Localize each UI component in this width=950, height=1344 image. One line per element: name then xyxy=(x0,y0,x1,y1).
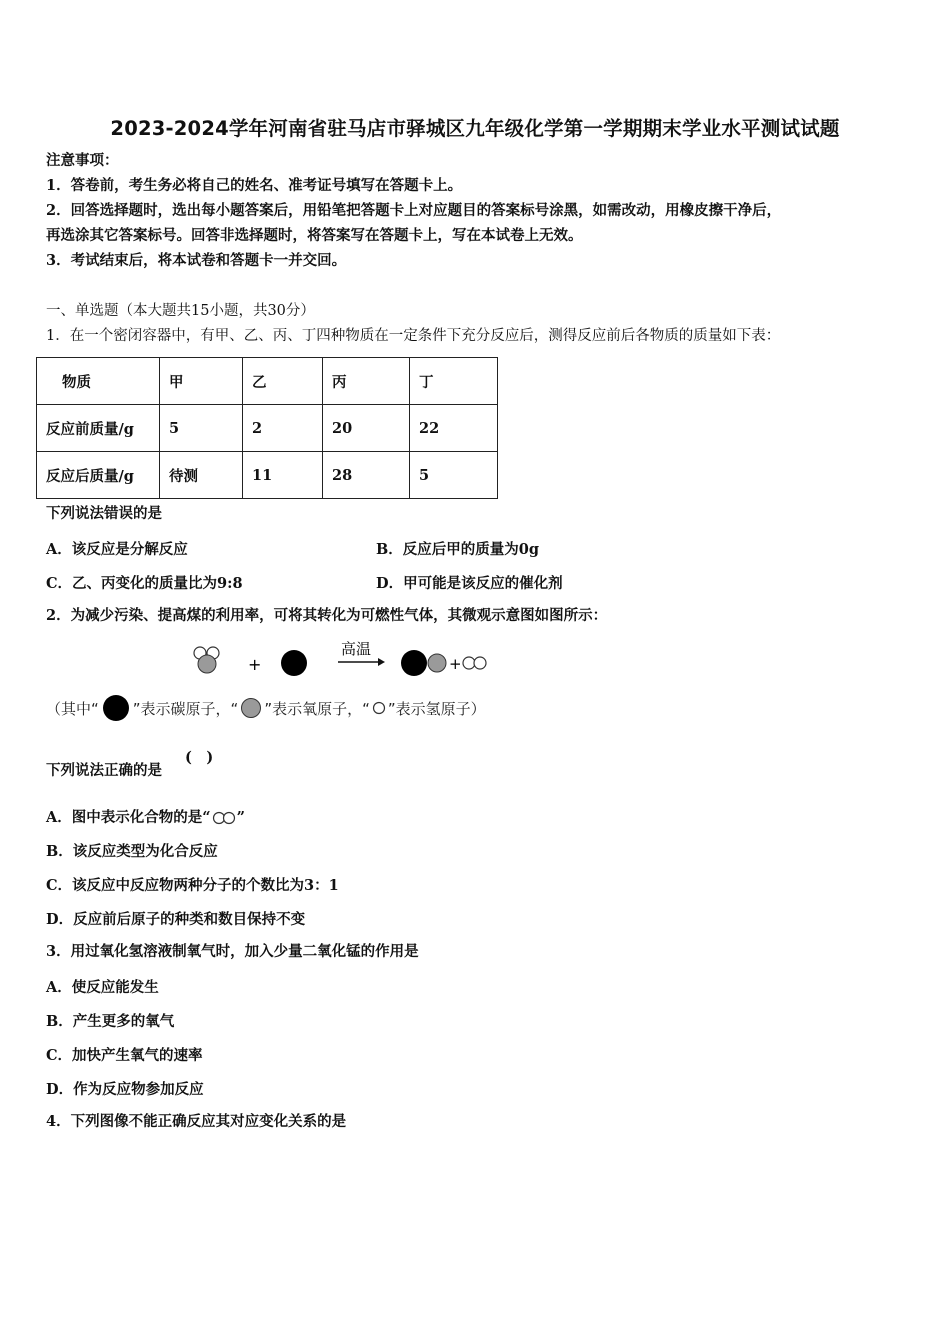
table-cell: 5 xyxy=(160,405,243,452)
answer-paren: ( ) xyxy=(185,749,214,766)
section-heading: 一、单选题（本大题共15小题，共30分） xyxy=(46,303,315,319)
table-row xyxy=(37,452,498,499)
q1-stem: 1．在一个密闭容器中，有甲、乙、丙、丁四种物质在一定条件下充分反应后，测得反应前后各物质的质量如下表： xyxy=(46,328,781,344)
q3-option-c[interactable]: C．加快产生氧气的速率 xyxy=(46,1047,203,1064)
table-row xyxy=(37,405,498,452)
notice-item-1: 1．答卷前，考生务必将自己的姓名、准考证号填写在答题卡上。 xyxy=(46,177,463,194)
q3-option-a[interactable]: A．使反应能发生 xyxy=(46,979,159,996)
q1-option-a[interactable]: A．该反应是分解反应 xyxy=(46,541,188,558)
carbon-monoxide-molecule-icon xyxy=(401,650,446,676)
q3-option-d[interactable]: D．作为反应物参加反应 xyxy=(46,1081,204,1098)
table-header-cell: 乙 xyxy=(243,358,323,405)
table-cell: 2 xyxy=(243,405,323,452)
q3-stem: 3．用过氧化氢溶液制氧气时，加入少量二氧化锰的作用是 xyxy=(46,943,419,960)
legend-carbon-icon xyxy=(101,693,131,723)
legend-hydrogen-text: ”表示氢原子） xyxy=(387,699,486,718)
legend-carbon-text: ”表示碳原子，“ xyxy=(132,699,239,718)
arrow-icon xyxy=(338,658,385,666)
legend-oxygen-text: ”表示氧原子，“ xyxy=(264,699,370,718)
q2-option-c[interactable]: C．该反应中反应物两种分子的个数比为3：1 xyxy=(46,877,339,894)
plus-sign-1: + xyxy=(248,655,262,674)
table-cell: 待测 xyxy=(160,452,243,499)
table-cell: 20 xyxy=(323,405,410,452)
table-cell: 11 xyxy=(243,452,323,499)
notice-item-2: 2．回答选择题时，选出每小题答案后，用铅笔把答题卡上对应题目的答案标号涂黑，如需改动，用橡皮擦干净后， xyxy=(46,202,782,219)
table-header-cell: 丙 xyxy=(323,358,410,405)
q1-prompt: 下列说法错误的是 xyxy=(46,505,162,522)
legend-hydrogen-icon xyxy=(372,701,386,715)
plus-sign-2: + xyxy=(449,655,462,673)
notice-item-3: 3．考试结束后，将本试卷和答题卡一并交回。 xyxy=(46,252,347,269)
q2-option-a-label: A．图中表示化合物的是“ xyxy=(46,809,211,826)
table-cell: 28 xyxy=(323,452,410,499)
table-cell: 反应后质量/g xyxy=(37,452,160,499)
q2-option-b[interactable]: B．该反应类型为化合反应 xyxy=(46,843,218,860)
carbon-atom-icon xyxy=(281,650,307,676)
legend-open: （其中“ xyxy=(46,699,99,718)
notice-item-2-cont: 再选涂其它答案标号。回答非选择题时，将答案写在答题卡上，写在本试卷上无效。 xyxy=(46,227,583,244)
hydrogen-molecule-icon xyxy=(463,657,486,669)
table-header-cell: 甲 xyxy=(160,358,243,405)
notice-heading: 注意事项： xyxy=(46,152,119,169)
table-cell: 反应前质量/g xyxy=(37,405,160,452)
table-cell: 22 xyxy=(410,405,498,452)
mass-table xyxy=(36,357,498,499)
reaction-diagram xyxy=(180,640,500,690)
table-header-cell: 丁 xyxy=(410,358,498,405)
hydrogen-molecule-icon xyxy=(212,811,236,825)
q4-stem: 4．下列图像不能正确反应其对应变化关系的是 xyxy=(46,1113,347,1130)
q3-option-b[interactable]: B．产生更多的氧气 xyxy=(46,1013,175,1030)
q2-option-a[interactable] xyxy=(46,806,245,827)
q1-option-c[interactable]: C．乙、丙变化的质量比为9:8 xyxy=(46,575,243,592)
table-row xyxy=(37,358,498,405)
diagram-legend xyxy=(46,693,486,723)
q2-prompt: 下列说法正确的是 xyxy=(46,762,162,779)
q2-stem: 2．为减少污染、提高煤的利用率，可将其转化为可燃性气体，其微观示意图如图所示： xyxy=(46,607,608,624)
reaction-svg xyxy=(180,640,500,686)
legend-oxygen-icon xyxy=(240,697,262,719)
table-header-cell: 物质 xyxy=(37,358,160,405)
q2-option-d[interactable]: D．反应前后原子的种类和数目保持不变 xyxy=(46,911,306,928)
table-cell: 5 xyxy=(410,452,498,499)
water-molecule-icon xyxy=(194,647,219,673)
q1-option-d[interactable]: D．甲可能是该反应的催化剂 xyxy=(376,575,563,592)
q2-option-a-close: ” xyxy=(236,809,245,826)
q1-option-b[interactable]: B．反应后甲的质量为0g xyxy=(376,541,539,558)
page-title: 2023-2024学年河南省驻马店市驿城区九年级化学第一学期期末学业水平测试试题 xyxy=(110,117,840,140)
reaction-condition: 高温 xyxy=(341,640,372,658)
